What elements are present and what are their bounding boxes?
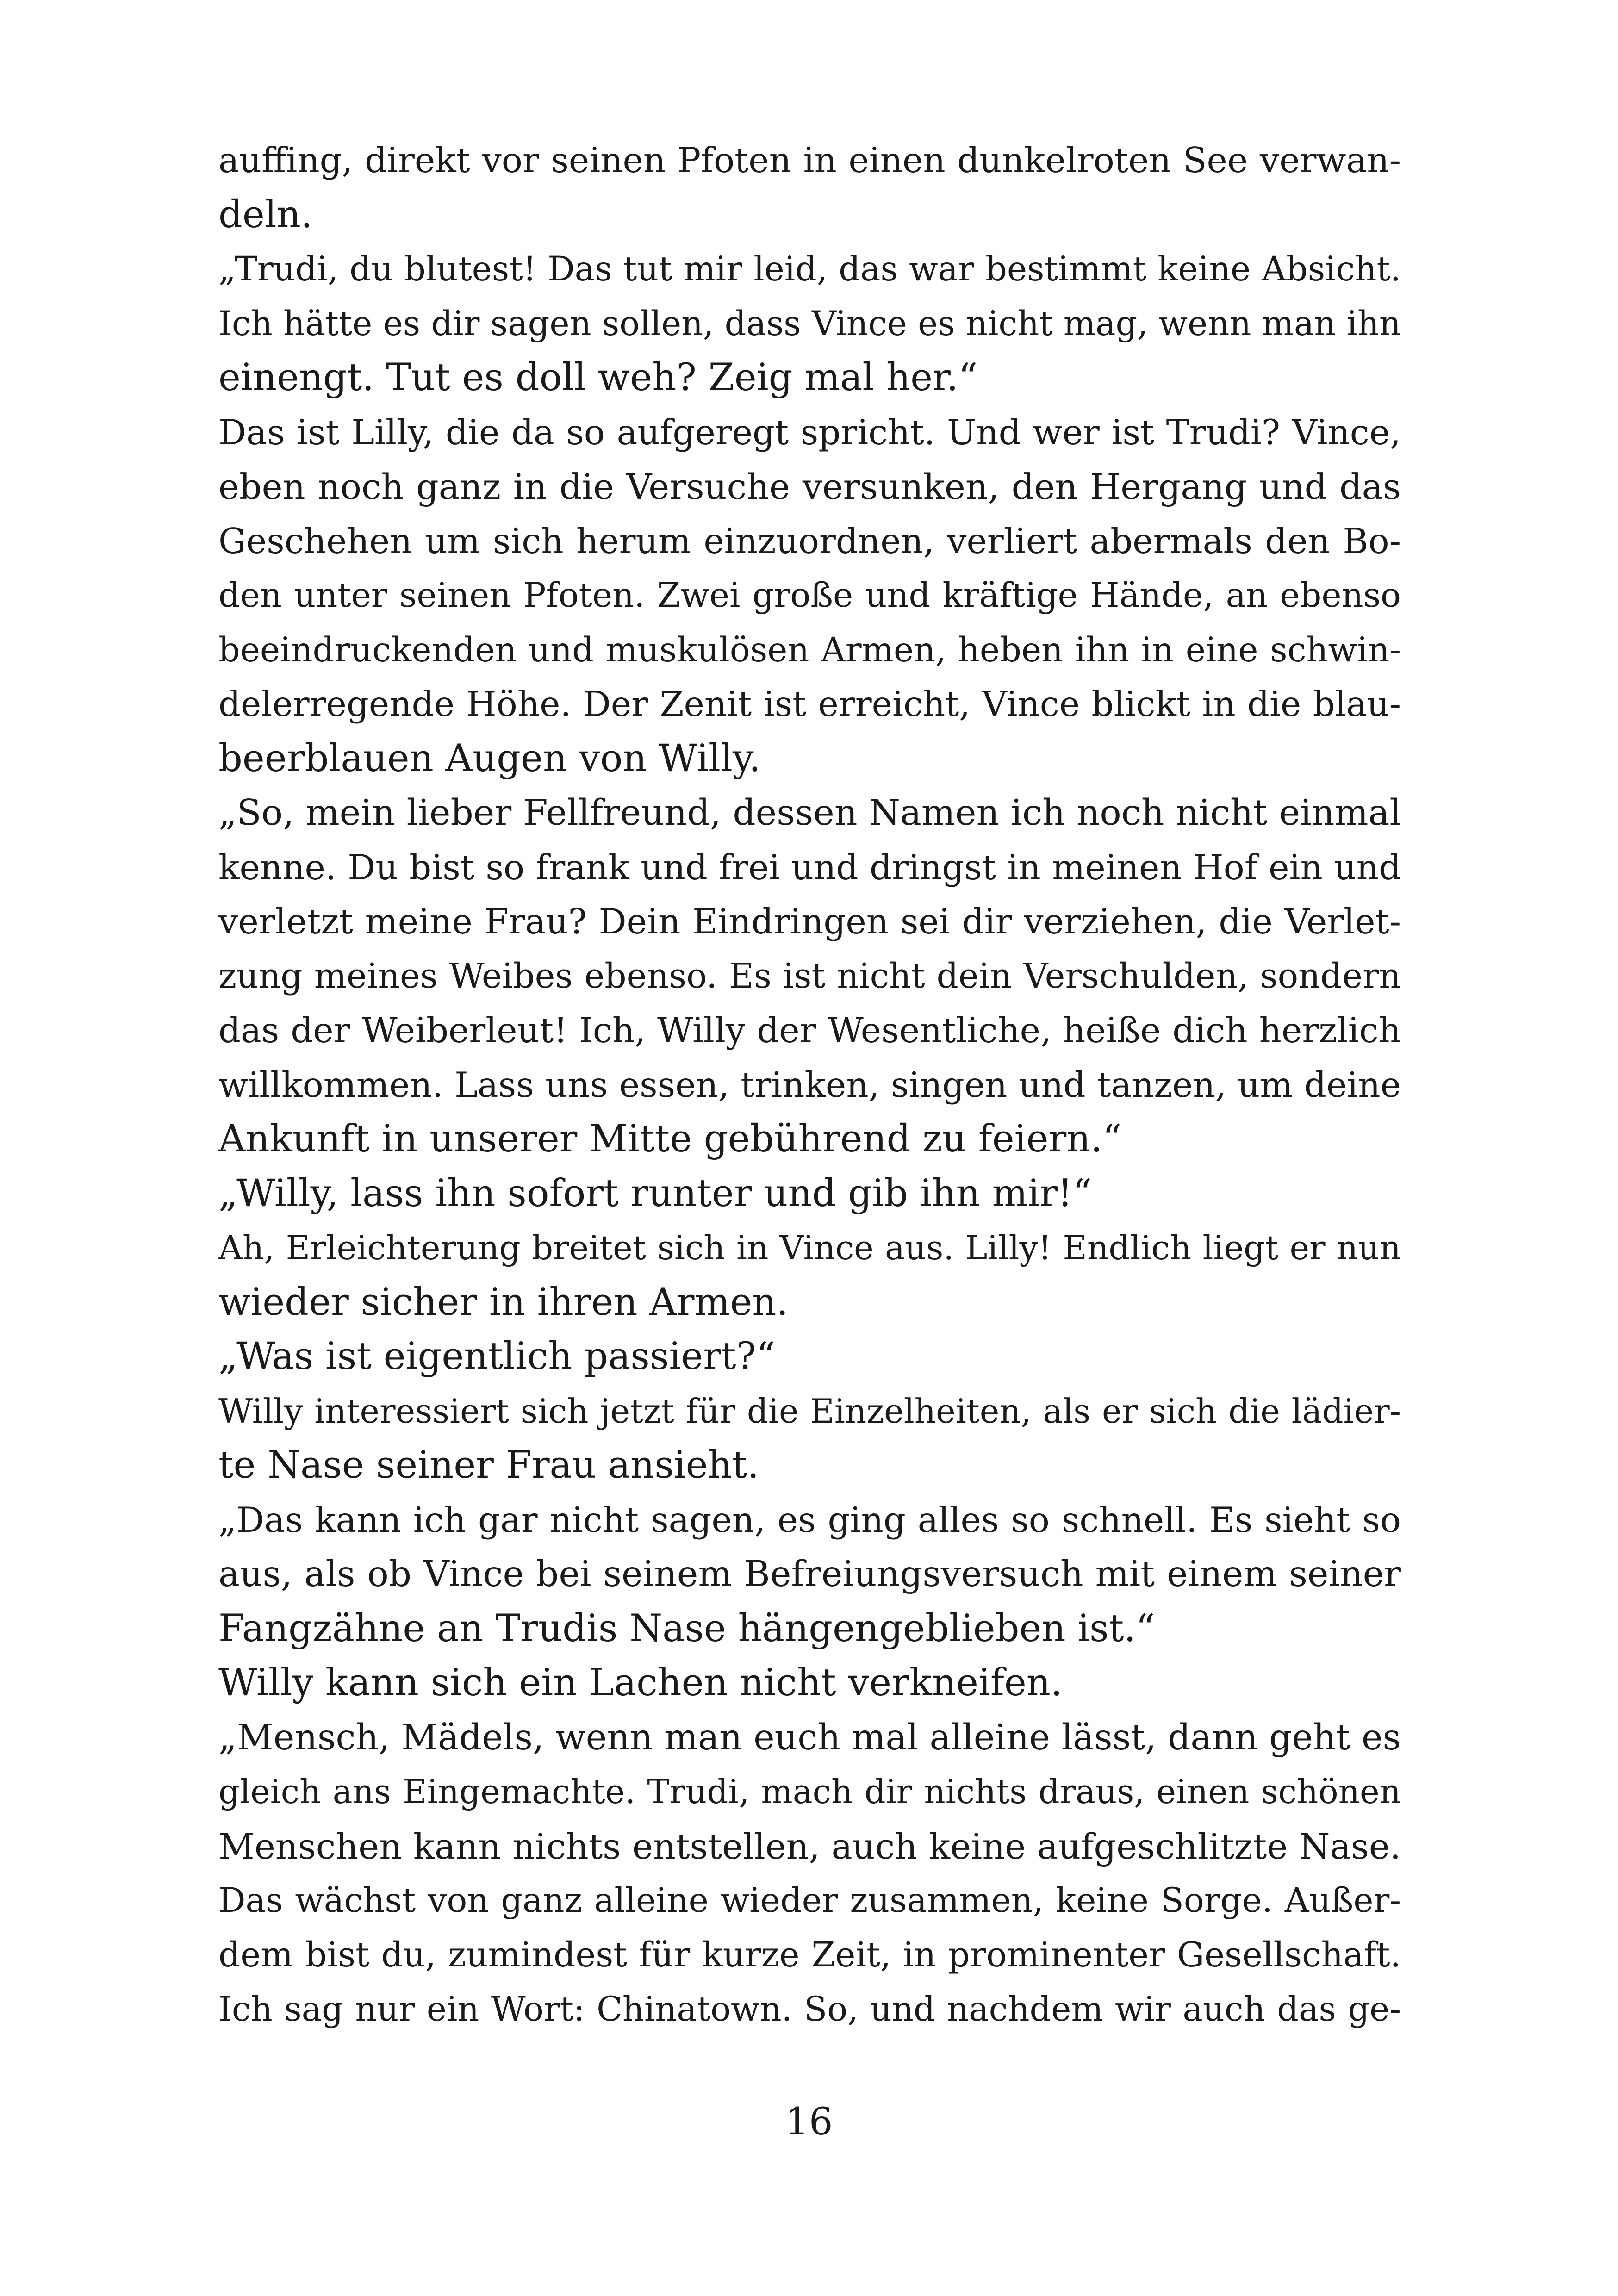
text-line: gleich ans Eingemachte. Trudi, mach dir nichts draus, einen schönen bbox=[218, 1772, 1401, 1811]
text-line: „Das kann ich gar nicht sagen, es ging alles so schnell. Es sieht so bbox=[218, 1499, 1401, 1540]
text-line: „So, mein lieber Fellfreund, dessen Namen ich noch nicht einmal bbox=[218, 792, 1401, 834]
text-line: zung meines Weibes ebenso. Es ist nicht dein Verschulden, sondern bbox=[218, 956, 1401, 996]
text-line: einengt. Tut es doll weh? Zeig mal her.“ bbox=[218, 356, 978, 399]
text-line: Willy interessiert sich jetzt für die Einzelheiten, als er sich die lädier- bbox=[218, 1391, 1401, 1431]
text-line: delerregende Höhe. Der Zenit ist erreicht, Vince blickt in die blau- bbox=[218, 684, 1401, 724]
text-line: verletzt meine Frau? Dein Eindringen sei dir verziehen, die Verlet- bbox=[218, 901, 1401, 942]
text-line: Ah, Erleichterung breitet sich in Vince aus. Lilly! Endlich liegt er nun bbox=[218, 1228, 1401, 1267]
text-line: Ich hätte es dir sagen sollen, dass Vince es nicht mag, wenn man ihn bbox=[218, 304, 1401, 343]
text-line: willkommen. Lass uns essen, trinken, singen und tanzen, um deine bbox=[218, 1064, 1401, 1105]
text-line: Menschen kann nichts entstellen, auch keine aufgeschlitzte Nase. bbox=[218, 1825, 1401, 1867]
page-number: 16 bbox=[785, 2100, 833, 2144]
text-line: Ich sag nur ein Wort: Chinatown. So, und nachdem wir auch das ge- bbox=[218, 1990, 1401, 2029]
text-line: Ankunft in unserer Mitte gebührend zu feiern.“ bbox=[218, 1117, 1122, 1161]
text-line: Willy kann sich ein Lachen nicht verkneifen. bbox=[218, 1661, 1063, 1705]
text-line: „Willy, lass ihn sofort runter und gib ihn mir!“ bbox=[218, 1171, 1092, 1215]
text-line: „Mensch, Mädels, wenn man euch mal alleine lässt, dann geht es bbox=[218, 1717, 1401, 1758]
text-body bbox=[218, 133, 1401, 2037]
text-line: „Trudi, du blutest! Das tut mir leid, das war bestimmt keine Absicht. bbox=[218, 249, 1401, 289]
text-line: Das wächst von ganz alleine wieder zusammen, keine Sorge. Außer- bbox=[218, 1881, 1401, 1920]
text-line: beerblauen Augen von Willy. bbox=[218, 736, 761, 780]
text-line: das der Weiberleut! Ich, Willy der Wesentliche, heiße dich herzlich bbox=[218, 1010, 1401, 1051]
text-line: den unter seinen Pfoten. Zwei große und kräftige Hände, an ebenso bbox=[218, 576, 1401, 615]
text-line: dem bist du, zumindest für kurze Zeit, in prominenter Gesellschaft. bbox=[218, 1935, 1401, 1975]
text-line: Fangzähne an Trudis Nase hängengeblieben ist.“ bbox=[218, 1606, 1155, 1650]
text-line: deln. bbox=[218, 193, 313, 236]
text-line: beeindruckenden und muskulösen Armen, heben ihn in eine schwin- bbox=[218, 630, 1401, 670]
text-line: auffing, direkt vor seinen Pfoten in einen dunkelroten See verwan- bbox=[218, 140, 1401, 180]
text-line: eben noch ganz in die Versuche versunken, den Hergang und das bbox=[218, 466, 1401, 507]
text-line: te Nase seiner Frau ansieht. bbox=[218, 1444, 759, 1487]
text-line: aus, als ob Vince bei seinem Befreiungsversuch mit einem seiner bbox=[218, 1554, 1401, 1595]
text-line: kenne. Du bist so frank und frei und dringst in meinen Hof ein und bbox=[218, 846, 1401, 888]
text-line: Das ist Lilly, die da so aufgeregt spricht. Und wer ist Trudi? Vince, bbox=[218, 411, 1401, 453]
text-line: „Was ist eigentlich passiert?“ bbox=[218, 1335, 776, 1378]
text-line: wieder sicher in ihren Armen. bbox=[218, 1280, 789, 1324]
text-line: Geschehen um sich herum einzuordnen, verliert abermals den Bo- bbox=[218, 520, 1401, 561]
